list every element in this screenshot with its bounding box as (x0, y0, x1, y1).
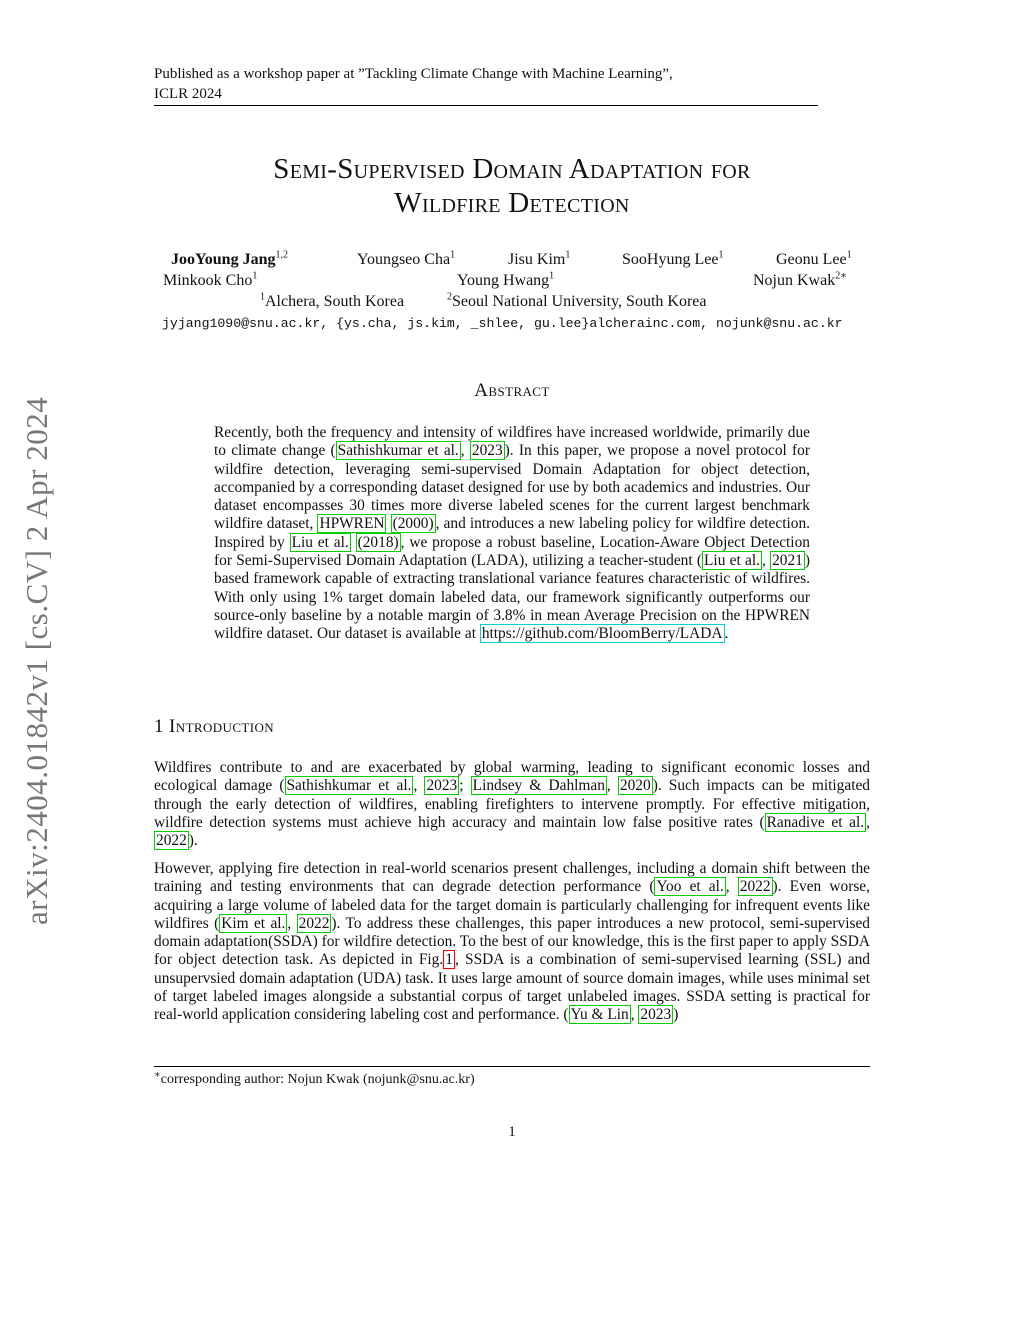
affiliation-1: $^1$Alchera, South Korea (260, 291, 405, 310)
citation-year-link[interactable]: 2020 (619, 777, 651, 795)
running-header (154, 64, 818, 104)
author-4: SooHyung Lee$^1$ (622, 249, 724, 268)
abstract-heading: Abstract (474, 380, 550, 401)
citation-year-link[interactable]: 2023 (640, 1006, 672, 1024)
citation-year-link[interactable]: 2022 (156, 832, 187, 850)
citation-link[interactable]: Lindsey & Dahlman (472, 777, 605, 795)
citation-link[interactable]: Yoo et al. (656, 878, 724, 896)
affiliation-2: $^2$Seoul National University, South Korea (447, 291, 707, 310)
abstract-body: Recently, both the frequency and intensity of wildfires have increased worldwide, primarily due to climate change ( Sathishkumar et al. , 2023 ). In this paper, we propose a novel protocol for wildfire detection, leveraging semi-supervised Domain Adaptation for object detection, accompanied by a corresponding dataset designed for use by both academics and industries. Our dataset encompasses 30 times more diverse labeled scenes for the current largest benchmark wildfire dataset, HPWREN (2000) , and introduces a new labeling policy for wildfire detection. Inspired by Liu et al. (2018) , we propose a robust baseline, Location-Aware Object Detection for Semi-Supervised Domain Adaptation (LADA), utilizing a teacher-student ( Liu et al. , 2021 ) based framework capable of extracting translational variance features characteristic of wildfires. With only using 1% target domain labeled data, our framework significantly outperforms our source-only baseline by a notable margin of 3.8% in mean Average Precision on the HPWREN wildfire dataset. Our dataset is available at https://github.com/BloomBerry/LADA . (214, 424, 811, 643)
citation-year-link[interactable]: 2022 (298, 914, 330, 932)
author-1: JooYoung Jang$^{1,2}$ (171, 249, 288, 268)
citation-year-link[interactable]: 2021 (772, 552, 803, 570)
author-2: Youngseo Cha$^1$ (357, 249, 456, 268)
citation-year-link[interactable]: 2022 (739, 878, 771, 896)
title-line-1: Semi-Supervised Domain Adaptation for (273, 153, 751, 185)
header-rule (154, 105, 818, 106)
intro-paragraph-1: Wildfires contribute to and are exacerbated by global warming, leading to significant economic losses and ecological damage ( Sathishkumar et al. , 2023 ; Lindsey & Dahlman , 2020 ). Such impacts can be mitigated through the early detection of wildfires, enabling firefighters to intervene promptly. For effective mitigation, wildfire detection systems must achieve high accuracy and maintain low false positive rates ( Ranadive et al. , 2022 ). (154, 759, 871, 850)
citation-year-link[interactable]: 2023 (471, 442, 503, 460)
footnote-rule (154, 1066, 870, 1067)
arxiv-stamp: arXiv:2404.01842v1 [cs.CV] 2 Apr 2024 (19, 396, 54, 925)
author-emails: jyjang1090@snu.ac.kr, {ys.cha, js.kim, _shlee, gu.lee}alcherainc.com, nojunk@snu.ac.kr (162, 316, 843, 331)
section-heading-introduction: 1 Introduction (154, 716, 275, 737)
citation-year-link[interactable]: (2000) (392, 515, 434, 533)
figure-ref-link[interactable]: 1 (445, 951, 453, 969)
citation-link[interactable]: Kim et al. (221, 914, 286, 932)
author-8: Nojun Kwak$^{2∗}$ (753, 270, 848, 289)
author-7: Young Hwang$^1$ (457, 270, 555, 289)
citation-link[interactable]: Sathishkumar et al. (286, 777, 412, 795)
header-line-2: ICLR 2024 (154, 86, 222, 102)
footnote: ∗corresponding author: Nojun Kwak (nojunk@snu.ac.kr) (154, 1069, 475, 1087)
author-3: Jisu Kim$^1$ (508, 249, 571, 268)
citation-year-link[interactable]: 2023 (426, 777, 458, 795)
header-line-1: Published as a workshop paper at ”Tackling Climate Change with Machine Learning”, (154, 66, 673, 82)
intro-paragraph-2: However, applying fire detection in real-world scenarios present challenges, including a domain shift between the training and testing environments that can degrade detection performance ( Yoo et al. , 2022 ). Even worse, acquiring a large volume of labeled data for the target domain is particularly challenging for infrequent events like wildfires ( Kim et al. , 2022 ). To address these challenges, this paper introduces a new protocol, semi-supervised domain adaptation(SSDA) for wildfire detection. To the best of our knowledge, this is the first paper to apply SSDA for object detection task. As depicted in Fig. 1 , SSDA is a combination of semi-supervised learning (SSL) and unsupervsied domain adaptation (UDA) task. It uses large amount of source domain images, while uses minimal set of target labeled images alongside a substantial corpus of target unlabeled images. SSDA setting is practical for real-world application considering labeling cost and performance. ( Yu & Lin , 2023 ) (154, 860, 871, 1024)
citation-year-link[interactable]: (2018) (357, 533, 399, 551)
citation-link[interactable]: Yu & Lin (570, 1006, 629, 1024)
citation-link[interactable]: HPWREN (319, 515, 385, 533)
citation-link[interactable]: Liu et al. (291, 533, 349, 551)
title-line-2: Wildfire Detection (394, 187, 630, 219)
github-url-link[interactable]: https://github.com/BloomBerry/LADA (481, 625, 723, 643)
page-number: 1 (508, 1124, 516, 1140)
paper-title (154, 152, 870, 220)
citation-link[interactable]: Ranadive et al. (766, 813, 865, 831)
author-6: Minkook Cho$^1$ (163, 270, 258, 289)
citation-link[interactable]: Liu et al. (704, 552, 760, 570)
author-5: Geonu Lee$^1$ (776, 249, 852, 268)
citation-link[interactable]: Sathishkumar et al. (337, 442, 459, 460)
